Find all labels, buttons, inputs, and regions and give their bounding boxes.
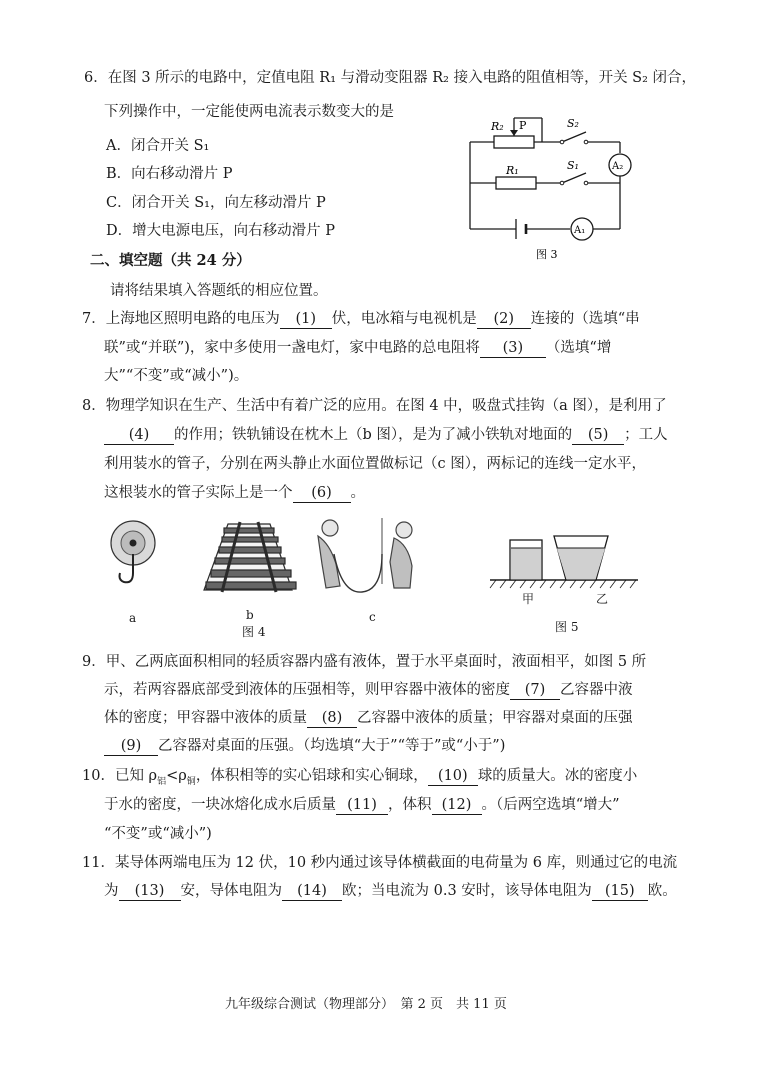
q7-line1: 7．上海地区照明电路的电压为 (1) 伏，电冰箱与电视机是 (2) 连接的（选填“串 [82, 311, 640, 327]
q10-line3: “不变”或“减小”) [104, 826, 212, 842]
blank-13[interactable]: (13) [119, 884, 181, 901]
label-a2: A₂ [612, 161, 624, 172]
figure-4-caption: 图 4 [242, 625, 266, 639]
figure-3-circuit [470, 112, 640, 262]
q9-line4: (9) 乙容器对桌面的压强。（均选填“大于”“等于”或“小于”) [104, 734, 505, 756]
q6-stem-line1: 6．在图 3 所示的电路中，定值电阻 R₁ 与滑动变阻器 R₂ 接入电路的阻值相等，开关 S₂ 闭合， [84, 70, 697, 86]
label-r2: R₂ [491, 120, 504, 133]
figure-4b-railway-track [200, 520, 310, 600]
blank-7[interactable]: (7) [510, 683, 560, 700]
label-a1: A₁ [574, 225, 586, 236]
q9-line1: 9．甲、乙两底面积相同的轻质容器内盛有液体，置于水平桌面时，液面相平，如图 5 所 [82, 654, 647, 670]
blank-11[interactable]: (11) [336, 798, 388, 815]
label-p: P [519, 119, 527, 132]
blank-10[interactable]: (10) [428, 769, 478, 786]
figure-4c-workers-with-tube [312, 514, 422, 604]
label-s1: S₁ [567, 159, 579, 172]
blank-12[interactable]: (12) [432, 798, 482, 815]
blank-9[interactable]: (9) [104, 739, 158, 756]
blank-3[interactable]: (3) [480, 341, 546, 358]
blank-8[interactable]: (8) [307, 711, 357, 728]
q8-line2: (4) 的作用；铁轨铺设在枕木上（b 图），是为了减小铁轨对地面的 (5) ；工人 [104, 423, 668, 445]
r1-resistor [496, 177, 536, 189]
page-footer: 九年级综合测试（物理部分） 第 2 页 共 11 页 [225, 997, 507, 1012]
q9-line2: 示，若两容器底部受到液体的压强相等，则甲容器中液体的密度 (7) 乙容器中液 [104, 682, 633, 698]
section-2-instruction: 请将结果填入答题纸的相应位置。 [110, 283, 328, 299]
blank-1[interactable]: (1) [280, 312, 332, 329]
q10-line1: 10．已知 $\rho_铝<\rho_铜$，体积相等的实心铝球和实心铜球， (10) 球的质量大。冰的密度小 [82, 768, 638, 787]
label-s2: S₂ [567, 117, 579, 130]
blank-15[interactable]: (15) [592, 884, 648, 901]
q9-line3: 体的密度；甲容器中液体的质量 (8) 乙容器中液体的质量；甲容器对桌面的压强 [104, 710, 633, 726]
q6-option-d: D．增大电源电压，向右移动滑片 P [106, 223, 335, 239]
q8-line3: 利用装水的管子，分别在两头静止水面位置做标记（c 图），两标记的连线一定水平， [104, 456, 646, 472]
blank-2[interactable]: (2) [477, 312, 531, 329]
q11-line2: 为 (13) 安，导体电阻为 (14) 欧；当电流为 0.3 安时，该导体电阻为 (15) 欧。 [104, 883, 677, 899]
q6-option-b: B．向右移动滑片 P [106, 166, 233, 182]
q8-line4: 这根装水的管子实际上是一个 (6) 。 [104, 485, 365, 501]
label-r1: R₁ [506, 164, 519, 177]
figure-4b-label: b [246, 608, 254, 622]
r2-resistor [494, 136, 534, 148]
q7-line3: 大”“不变”或“减小”)。 [104, 368, 249, 384]
figure-4c-label: c [369, 610, 376, 624]
q7-line2: 联”或“并联”)，家中多使用一盏电灯，家中电路的总电阻将 (3) （选填“增 [104, 340, 612, 356]
figure-5-containers [490, 522, 640, 592]
figure-5-label-jia: 甲 [522, 592, 535, 606]
q6-option-c: C．闭合开关 S₁，向左移动滑片 P [106, 195, 326, 211]
figure-5-label-yi: 乙 [596, 592, 609, 606]
blank-6[interactable]: (6) [293, 486, 351, 503]
q8-line1: 8．物理学知识在生产、生活中有着广泛的应用。在图 4 中，吸盘式挂钩（a 图），是利用了 [82, 398, 667, 414]
blank-5[interactable]: (5) [572, 428, 624, 445]
figure-4a-suction-hook [106, 518, 166, 598]
q6-option-a: A．闭合开关 S₁ [106, 138, 210, 154]
figure-5-caption: 图 5 [555, 620, 579, 634]
blank-4[interactable]: (4) [104, 428, 174, 445]
section-2-title: 二、填空题（共 24 分） [90, 252, 251, 269]
figure-4a-label: a [129, 611, 137, 625]
q6-stem-line2: 下列操作中，一定能使两电流表示数变大的是 [104, 104, 394, 120]
figure-3-caption: 图 3 [536, 248, 558, 261]
q10-line2: 于水的密度，一块冰熔化成水后质量 (11) ，体积 (12) 。（后两空选填“增大” [104, 797, 620, 813]
blank-14[interactable]: (14) [282, 884, 342, 901]
q11-line1: 11．某导体两端电压为 12 伏，10 秒内通过该导体横截面的电荷量为 6 库，则通过它的电流 [82, 855, 678, 871]
